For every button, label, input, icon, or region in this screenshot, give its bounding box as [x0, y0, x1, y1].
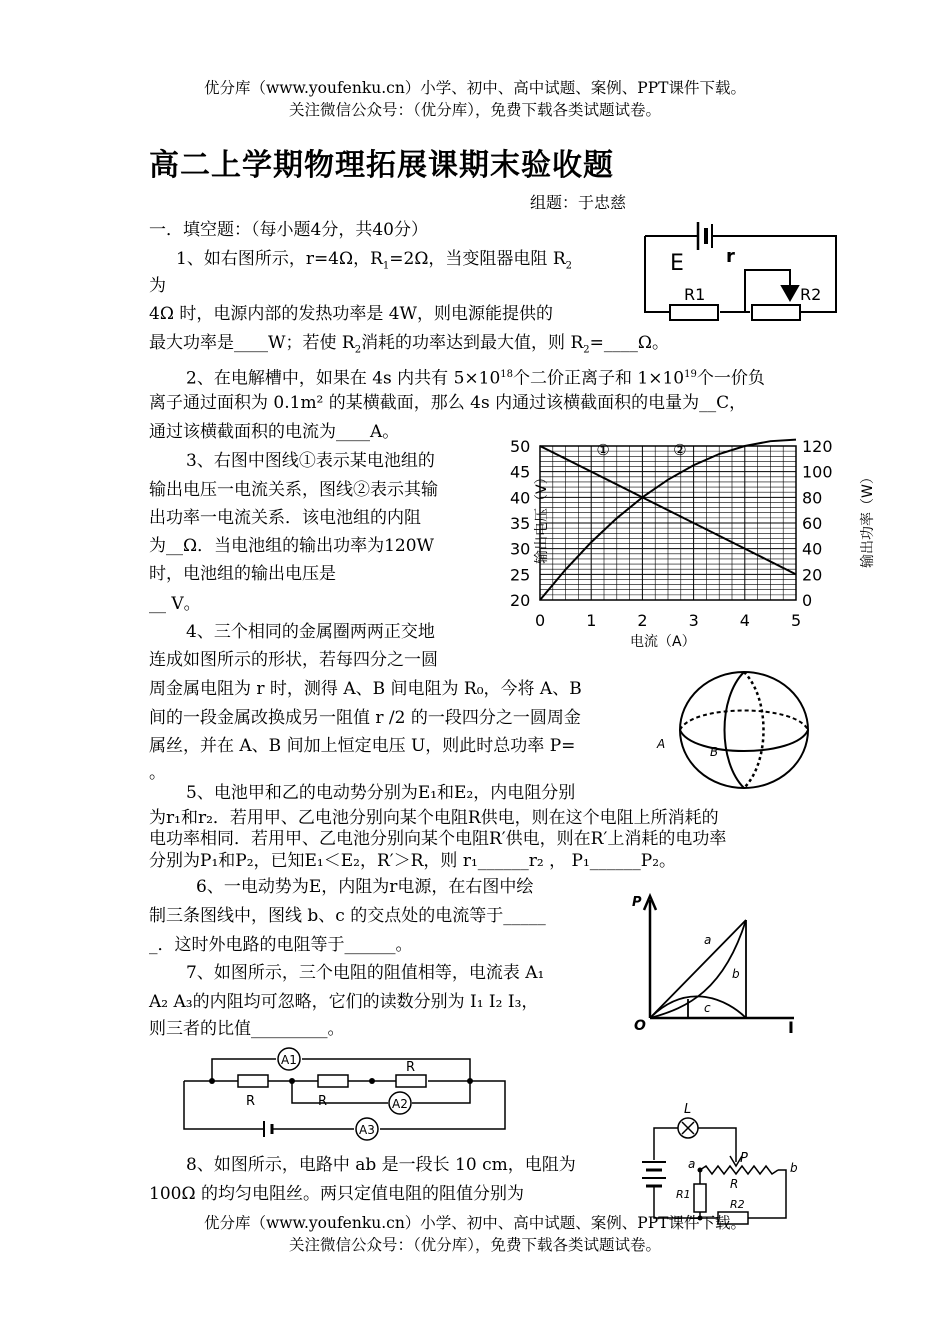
fig1-label-r: r — [726, 246, 735, 267]
fig8-label-a: a — [688, 1157, 696, 1171]
x-tick-label: 1 — [586, 611, 597, 630]
fig8-label-L: L — [684, 1102, 692, 1117]
chart-xlabel: 电流（A） — [630, 634, 696, 650]
q4-rings-figure — [652, 668, 812, 793]
x-tick-label: 0 — [535, 611, 546, 630]
x-tick-label: 4 — [739, 611, 750, 630]
header-line-1: 优分库（www.youfenku.cn）小学、初中、高中试题、案例、PPT课件下载。 — [203, 79, 747, 97]
page-title: 高二上学期物理拓展课期末验收题 — [149, 148, 614, 183]
x-tick-label: 3 — [688, 611, 699, 630]
fig7-label-A3: A3 — [359, 1123, 375, 1137]
q4-line-5: 属丝，并在 A、B 间加上恒定电压 U，则此时总功率 P= — [149, 736, 576, 756]
y-tick-label: 35 — [510, 514, 531, 533]
q3-line-4: 为__Ω．当电池组的输出功率为120W — [149, 536, 435, 556]
fig1-label-R1: R1 — [684, 285, 706, 304]
q7-line-2: A₂ A₃的内阻均可忽略，它们的读数分别为 I₁ I₂ I₃， — [149, 992, 539, 1012]
y-tick-label: 45 — [510, 462, 531, 482]
q3-line-2: 输出电压一电流关系，图线②表示其输 — [149, 480, 438, 500]
q1-line-2: 为 — [149, 276, 166, 296]
fig8-label-b: b — [790, 1161, 798, 1175]
y2-tick-label: 40 — [802, 539, 823, 559]
q1-line-3: 4Ω 时，电源内部的发热功率是 4W，则电源能提供的 — [149, 304, 554, 324]
fig6-label-c: c — [704, 1001, 711, 1015]
q4-line-4: 间的一段金属改换成另一阻值 r /2 的一段四分之一圆周金 — [149, 708, 581, 728]
fig6-label-P: P — [632, 895, 642, 910]
y2-tick-label: 120 — [802, 437, 833, 456]
q6-line-3: _．这时外电路的电阻等于______。 — [149, 935, 413, 955]
q3-line-6: __ V。 — [149, 594, 201, 614]
fig7-label-R-1: R — [246, 1094, 256, 1109]
q3-chart — [484, 437, 876, 655]
q6-line-2: 制三条图线中，图线 b、c 的交点处的电流等于_____ — [149, 906, 546, 926]
y-tick-label: 20 — [510, 591, 531, 610]
q7-line-3: 则三者的比值_________。 — [149, 1019, 345, 1039]
fig7-label-R-3: R — [406, 1060, 416, 1075]
fig7-label-A2: A2 — [392, 1097, 408, 1111]
chart-ylabel: 输出电压（V） — [534, 470, 550, 564]
q7-line-1: 7、如图所示，三个电阻的阻值相等，电流表 A₁ — [186, 963, 545, 983]
q1-circuit-figure — [640, 212, 845, 327]
q8-circuit-figure — [636, 1100, 816, 1225]
fig1-label-E: E — [670, 251, 684, 276]
series-label-1: ① — [596, 441, 610, 460]
q5-line-3: 电功率相同．若用甲、乙电池分别向某个电阻R′供电，则在R′上消耗的电功率 — [149, 829, 727, 849]
header-line-2: 关注微信公众号：（优分库），免费下载各类试题试卷。 — [288, 101, 661, 119]
fig6-label-I: I — [788, 1018, 794, 1037]
q1-line-4: 最大功率是____W；若使 $R_2$消耗的功率达到最大值，则 $R_2=\_\_\_\_\Omega$。 — [149, 333, 669, 356]
q3-line-3: 出功率一电流关系．该电池组的内阻 — [149, 508, 421, 528]
fig8-label-P: P — [740, 1151, 748, 1166]
y2-tick-label: 0 — [802, 591, 813, 610]
y2-tick-label: 100 — [802, 462, 833, 482]
fig1-label-R2: R2 — [800, 285, 822, 304]
footer-line-2: 关注微信公众号：（优分库），免费下载各类试题试卷。 — [288, 1236, 661, 1254]
fig7-label-A1: A1 — [281, 1053, 297, 1067]
q4-line-6: 。 — [149, 763, 166, 783]
q7-circuit-figure — [180, 1043, 515, 1148]
q2-line-3: 通过该横截面积的电流为____A。 — [149, 422, 400, 442]
q4-line-3: 周金属电阻为 r 时，测得 A、B 间电阻为 R₀，今将 A、B — [149, 679, 582, 699]
q6-power-figure — [628, 890, 808, 1038]
q5-line-2: 为r₁和r₂．若用甲、乙电池分别向某个电阻R供电，则在这个电阻上所消耗的 — [149, 808, 719, 828]
fig7-label-R-2: R — [318, 1094, 328, 1109]
footer-line-1: 优分库（www.youfenku.cn）小学、初中、高中试题、案例、PPT课件下载。 — [203, 1214, 747, 1232]
q6-line-1: 6、一电动势为E，内阻为r电源，在右图中绘 — [196, 877, 534, 897]
x-tick-label: 5 — [791, 611, 802, 630]
y-tick-label: 25 — [510, 565, 531, 585]
chart-y2label: 输出功率（W） — [860, 470, 876, 568]
fig8-label-R2: R2 — [730, 1198, 745, 1211]
series-label-2: ② — [673, 441, 687, 460]
fig8-label-R: R — [730, 1177, 739, 1191]
q5-line-4: 分别为P₁和P₂，已知E₁＜E₂，R′＞R，则 r₁______r₂ ， P₁______P₂。 — [149, 851, 677, 871]
y2-tick-label: 80 — [802, 488, 823, 508]
q8-line-2: 100Ω 的均匀电阻丝。两只定值电阻的阻值分别为 — [149, 1184, 524, 1204]
fig4-label-A: A — [657, 737, 666, 751]
y-tick-label: 50 — [510, 437, 531, 456]
fig6-label-b: b — [732, 967, 740, 981]
y2-tick-label: 60 — [802, 514, 823, 533]
q2-line-2: 离子通过面积为 0.1m² 的某横截面，那么 4s 内通过该横截面积的电量为__C， — [149, 393, 747, 413]
y-tick-label: 40 — [510, 488, 531, 508]
q8-line-1: 8、如图所示，电路中 ab 是一段长 10 cm，电阻为 — [186, 1155, 576, 1175]
q4-line-1: 4、三个相同的金属圈两两正交地 — [186, 622, 435, 642]
fig8-label-R1: R1 — [676, 1188, 691, 1201]
q3-line-1: 3、右图中图线①表示某电池组的 — [186, 451, 435, 471]
q2-line-1: 2、在电解槽中，如果在 4s 内共有 $5\times 10^{18}$个二价正离子和 $1\times 10^{19}$个一价负 — [186, 368, 765, 389]
y2-tick-label: 20 — [802, 565, 823, 585]
fig6-label-O: O — [634, 1018, 646, 1034]
x-tick-label: 2 — [637, 611, 648, 630]
fig6-label-a: a — [704, 933, 712, 947]
section-title: 一．填空题：（每小题4分，共40分） — [149, 220, 428, 240]
y-tick-label: 30 — [510, 539, 531, 559]
q4-line-2: 连成如图所示的形状，若每四分之一圆 — [149, 650, 438, 670]
q5-line-1: 5、电池甲和乙的电动势分别为E₁和E₂，内电阻分别 — [186, 783, 576, 803]
q3-line-5: 时，电池组的输出电压是 — [149, 564, 336, 584]
q1-line-1: 1、如右图所示，r=4Ω，$R_1=2\Omega$，当变阻器电阻 $R_2$ — [176, 249, 573, 272]
fig4-label-B: B — [710, 745, 719, 759]
author: 组题：于忠慈 — [530, 193, 627, 212]
